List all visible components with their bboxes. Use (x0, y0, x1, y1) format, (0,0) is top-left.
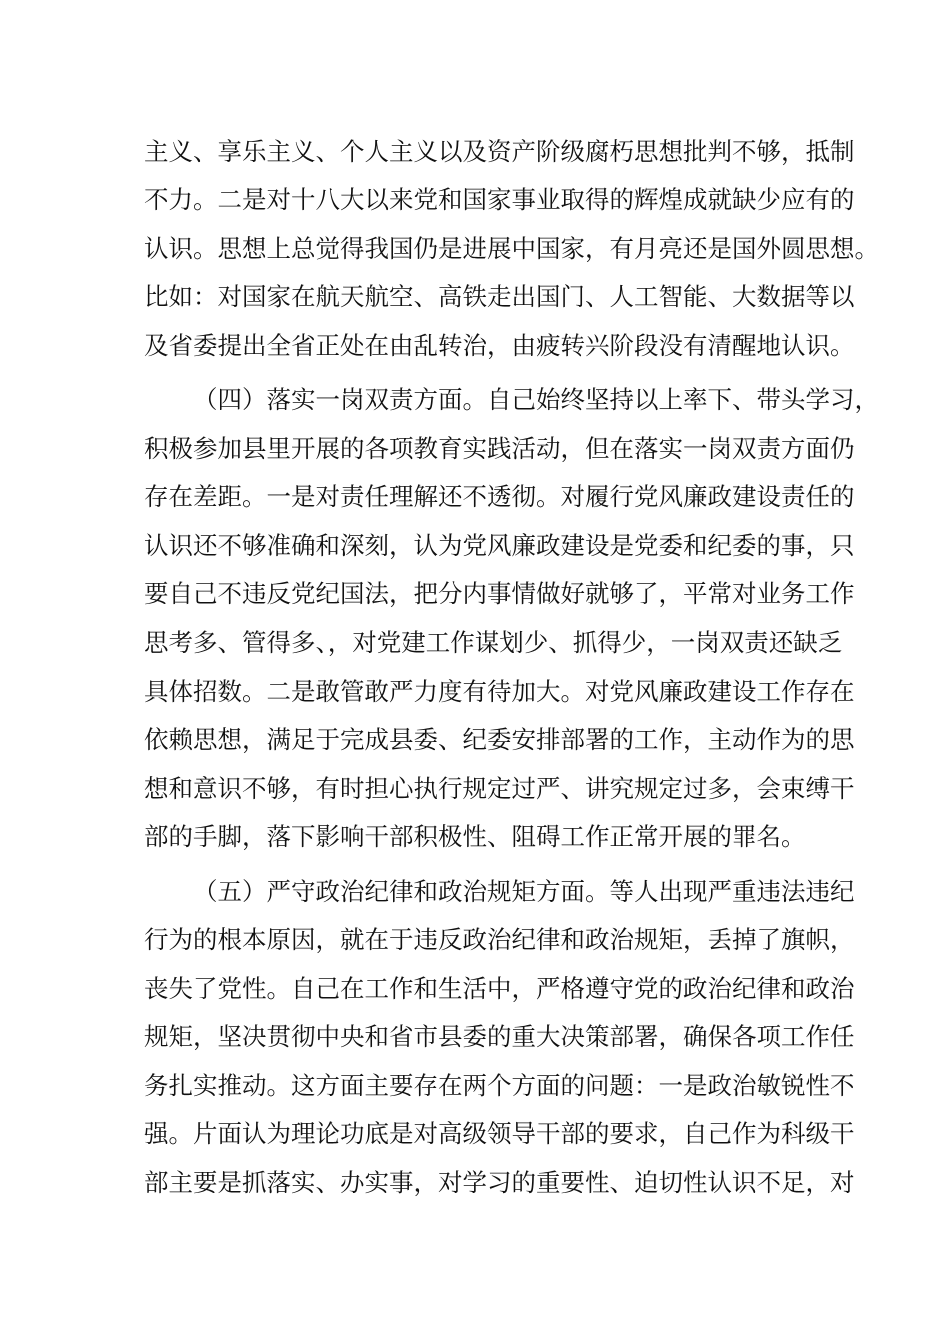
text-line: 依赖思想，满足于完成县委、纪委安排部署的工作，主动作为的思 (144, 725, 855, 754)
section-heading-line: （四）落实一岗双责方面。自己始终坚持以上率下、带头学习， (193, 385, 879, 414)
text-line: 规矩，坚决贯彻中央和省市县委的重大决策部署，确保各项工作任 (144, 1022, 855, 1051)
text-line: 认识还不够准确和深刻，认为党风廉政建设是党委和纪委的事，只 (144, 531, 855, 560)
text-line: 存在差距。一是对责任理解还不透彻。对履行党风廉政建设责任的 (144, 482, 855, 511)
text-line: 部的手脚，落下影响干部积极性、阻碍工作正常开展的罪名。 (144, 822, 806, 851)
text-line: 比如：对国家在航天航空、高铁走出国门、人工智能、大数据等以 (144, 282, 855, 311)
text-line: 主义、享乐主义、个人主义以及资产阶级腐朽思想批判不够，抵制 (144, 137, 855, 166)
text-line: 部主要是抓落实、办实事，对学习的重要性、迫切性认识不足，对 (144, 1168, 855, 1197)
text-line: 思考多、管得多、，对党建工作谋划少、抓得少，一岗双责还缺乏 (144, 628, 843, 657)
text-line: 认识。思想上总觉得我国仍是进展中国家，有月亮还是国外圆思想。 (144, 234, 879, 263)
text-line: 丧失了党性。自己在工作和生活中，严格遵守党的政治纪律和政治 (144, 974, 855, 1003)
section-heading-line: （五）严守政治纪律和政治规矩方面。等人出现严重违法违纪 (193, 877, 855, 906)
text-line: 务扎实推动。这方面主要存在两个方面的问题：一是政治敏锐性不 (144, 1071, 855, 1100)
text-line: 积极参加县里开展的各项教育实践活动，但在落实一岗双责方面仍 (144, 434, 855, 463)
text-line: 想和意识不够，有时担心执行规定过严、讲究规定过多，会束缚干 (144, 774, 855, 803)
text-line: 及省委提出全省正处在由乱转治，由疲转兴阶段没有清醒地认识。 (144, 331, 855, 360)
text-line: 要自己不违反党纪国法，把分内事情做好就够了，平常对业务工作 (144, 579, 855, 608)
text-line: 行为的根本原因，就在于违反政治纪律和政治规矩，丢掉了旗帜， (144, 925, 855, 954)
text-line: 不力。二是对十八大以来党和国家事业取得的辉煌成就缺少应有的 (144, 185, 855, 214)
text-line: 具体招数。二是敢管敢严力度有待加大。对党风廉政建设工作存在 (144, 677, 855, 706)
text-line: 强。片面认为理论功底是对高级领导干部的要求，自己作为科级干 (144, 1119, 855, 1148)
